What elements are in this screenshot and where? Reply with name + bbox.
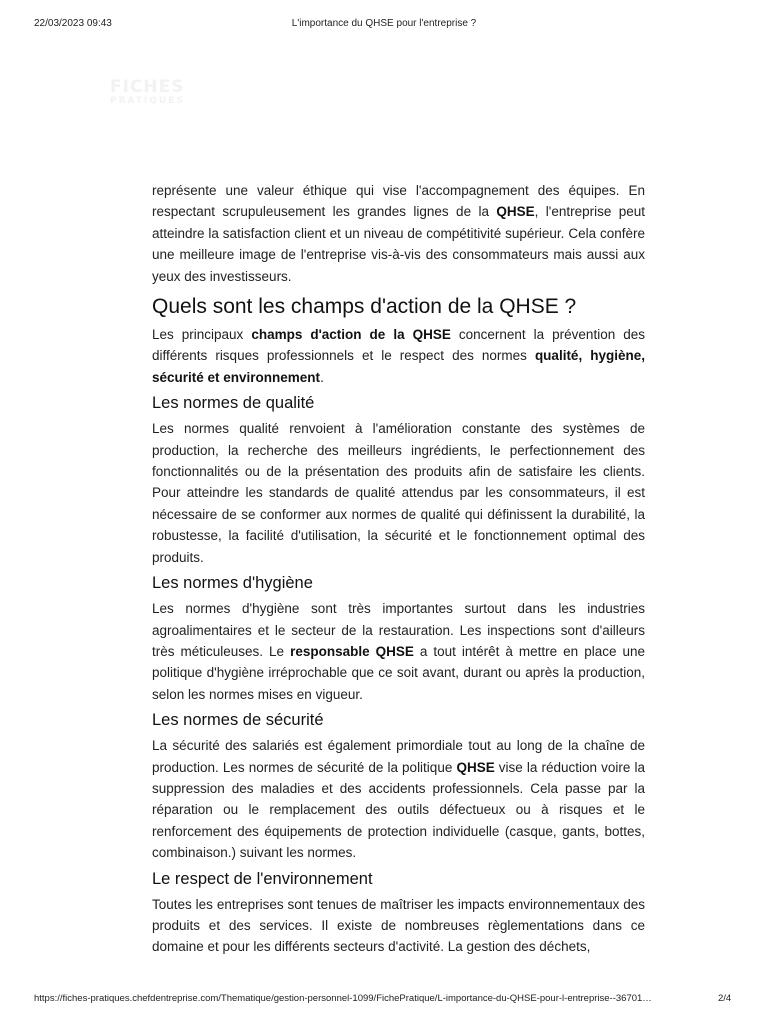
heading-normes-securite: Les normes de sécurité	[152, 711, 324, 730]
text-run: Toutes les entreprises sont tenues de maîtriser les impacts environnementaux des produits et des services. Il existe de nombreuses règlementations dans ce domaine et pour les différents secteurs d'activité. La gestion des déchets,	[152, 896, 645, 955]
article-body	[152, 180, 645, 958]
heading-normes-hygiene: Les normes d'hygiène	[152, 574, 313, 593]
text-run: Les normes qualité renvoient à l'amélioration constante des systèmes de production, la recherche des meilleurs ingrédients, le perfectionnement des fonctionnalités ou de la présentation des produits afin de satisfaire les clients. Pour atteindre les standards de qualité attendus par les consommateurs, il est nécessaire de se conformer aux normes de qualité qui définissent la durabilité, la robustesse, la facilité d'utilisation, la sécurité et le fonctionnement optimal des produits.	[152, 421, 645, 565]
text-run: Les principaux	[152, 327, 252, 343]
paragraph-champs-action	[152, 324, 645, 388]
paragraph-normes-qualite	[152, 418, 645, 568]
heading-normes-qualite: Les normes de qualité	[152, 394, 315, 413]
text-run: a tout intérêt à mettre en place une politique d'hygiène irréprochable que ce soit avant, durant ou après la production, selon les normes mises en vigueur.	[152, 643, 645, 702]
bold-term: qualité, hygiène, sécurité et environnement	[152, 348, 645, 385]
print-page-title: L'importance du QHSE pour l'entreprise ?	[291, 18, 477, 29]
site-logo	[110, 77, 185, 108]
bold-term: champs d'action de la QHSE	[251, 327, 451, 343]
print-source-url: https://fiches-pratiques.chefdentreprise.com/Thematique/gestion-personnel-1099/FichePratique/L-importance-du-QHSE-pour-l-entreprise--36701…	[34, 993, 652, 1004]
text-run: .	[320, 369, 324, 385]
paragraph-environnement	[152, 894, 645, 958]
paragraph-normes-hygiene	[152, 598, 645, 705]
bold-term: QHSE	[496, 204, 535, 220]
print-page-number: 2/4	[718, 993, 732, 1004]
intro-paragraph	[152, 180, 645, 287]
site-logo-line1: FICHES	[110, 77, 185, 97]
heading-champs-action: Quels sont les champs d'action de la QHSE ?	[152, 295, 577, 319]
site-logo-line2: PRATIQUES	[110, 96, 185, 106]
text-run: représente une valeur éthique qui vise l'accompagnement des équipes. En respectant scrupuleusement les grandes lignes de la	[152, 183, 645, 220]
text-run: concernent la prévention des différents risques professionnels et le respect des normes	[152, 327, 645, 364]
text-run: La sécurité des salariés est également primordiale tout au long de la chaîne de production. Les normes de sécurité de la politique	[152, 738, 645, 775]
text-run: , l'entreprise peut atteindre la satisfaction client et un niveau de compétitivité supérieur. Cela confère une meilleure image de l'entreprise vis-à-vis des consommateurs mais aussi aux yeux des investisseurs.	[152, 204, 646, 284]
text-run: vise la réduction voire la suppression des maladies et des accidents professionnels. Cela passe par la réparation ou le remplacement des outils défectueux ou à risques et le renforcement des équipements de protection individuelle (casque, gants, bottes, combinaison.) suivant les normes.	[152, 759, 645, 861]
text-run: Les normes d'hygiène sont très importantes surtout dans les industries agroalimentaires et le secteur de la restauration. Les inspections sont d'ailleurs très méticuleuses. Le	[152, 601, 645, 659]
print-datetime: 22/03/2023 09:43	[34, 18, 112, 29]
bold-term: responsable QHSE	[290, 643, 414, 659]
heading-environnement: Le respect de l'environnement	[152, 869, 373, 888]
bold-term: QHSE	[456, 759, 495, 775]
paragraph-normes-securite	[152, 735, 645, 863]
